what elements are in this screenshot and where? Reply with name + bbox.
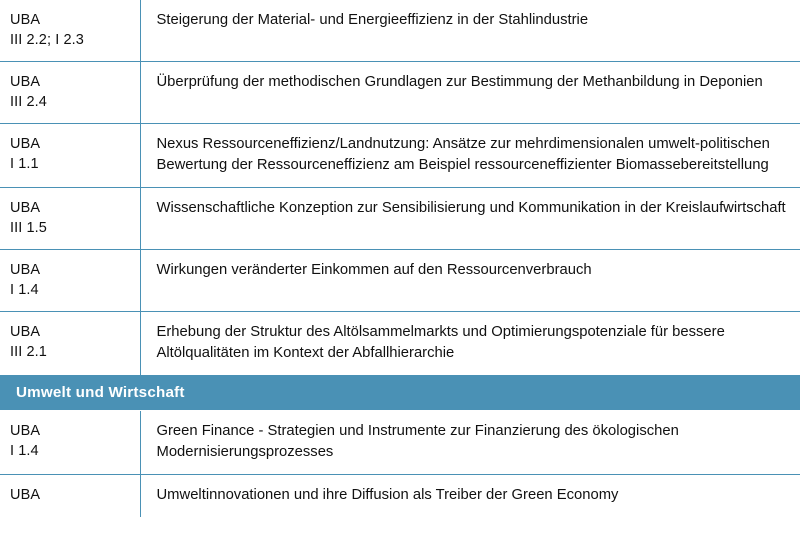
project-title-cell: Green Finance - Strategien und Instrumente zur Finanzierung des ökologischen Modernisierungsprozesses — [140, 411, 800, 475]
project-title-cell: Wirkungen veränderter Einkommen auf den Ressourcenverbrauch — [140, 250, 800, 312]
project-title-cell: Steigerung der Material- und Energieeffizienz in der Stahlindustrie — [140, 0, 800, 62]
project-code-cell — [0, 411, 140, 475]
project-code-cell — [0, 124, 140, 188]
section-header-row — [0, 376, 800, 411]
project-code-line-2: I 1.4 — [10, 443, 39, 459]
project-code-line-1: UBA — [10, 262, 41, 278]
table-row — [0, 411, 800, 475]
project-code-line-1: UBA — [10, 200, 41, 216]
project-code-cell — [0, 312, 140, 376]
project-code-cell — [0, 188, 140, 250]
project-title-cell: Erhebung der Struktur des Altölsammelmarkts und Optimierungspotenziale für bessere Altölqualitäten im Kontext der Abfallhierarchie — [140, 312, 800, 376]
project-code-line-2: I 1.1 — [10, 156, 39, 172]
project-code-line-2: III 2.2; I 2.3 — [10, 32, 84, 48]
project-code-line-1: UBA — [10, 74, 41, 90]
project-code-line-2: III 2.4 — [10, 94, 47, 110]
table-row — [0, 62, 800, 124]
table-row — [0, 124, 800, 188]
table-row — [0, 188, 800, 250]
project-title-cell: Nexus Ressourceneffizienz/Landnutzung: Ansätze zur mehrdimensionalen umwelt-politischen Bewertung der Ressourceneffizienz am Beispiel ressourceneffizienter Biomassebereitstellung — [140, 124, 800, 188]
project-code-line-1: UBA — [10, 423, 41, 439]
project-code-line-1: UBA — [10, 324, 41, 340]
project-code-line-1: UBA — [10, 136, 41, 152]
project-code-line-1: UBA — [10, 487, 41, 503]
project-code-line-2: III 1.5 — [10, 220, 47, 236]
project-title-cell: Umweltinnovationen und ihre Diffusion als Treiber der Green Economy — [140, 475, 800, 518]
project-code-cell — [0, 62, 140, 124]
table-row — [0, 475, 800, 518]
project-code-line-2: III 2.1 — [10, 344, 47, 360]
project-title-cell: Überprüfung der methodischen Grundlagen zur Bestimmung der Methanbildung in Deponien — [140, 62, 800, 124]
project-code-line-2: I 1.4 — [10, 282, 39, 298]
project-code-cell — [0, 250, 140, 312]
project-code-line-1: UBA — [10, 12, 41, 28]
table-row — [0, 312, 800, 376]
table-row — [0, 250, 800, 312]
table-row — [0, 0, 800, 62]
project-code-cell — [0, 0, 140, 62]
project-code-cell — [0, 475, 140, 518]
project-title-cell: Wissenschaftliche Konzeption zur Sensibilisierung und Kommunikation in der Kreislaufwirtschaft — [140, 188, 800, 250]
section-header-label: Umwelt und Wirtschaft — [0, 376, 800, 411]
